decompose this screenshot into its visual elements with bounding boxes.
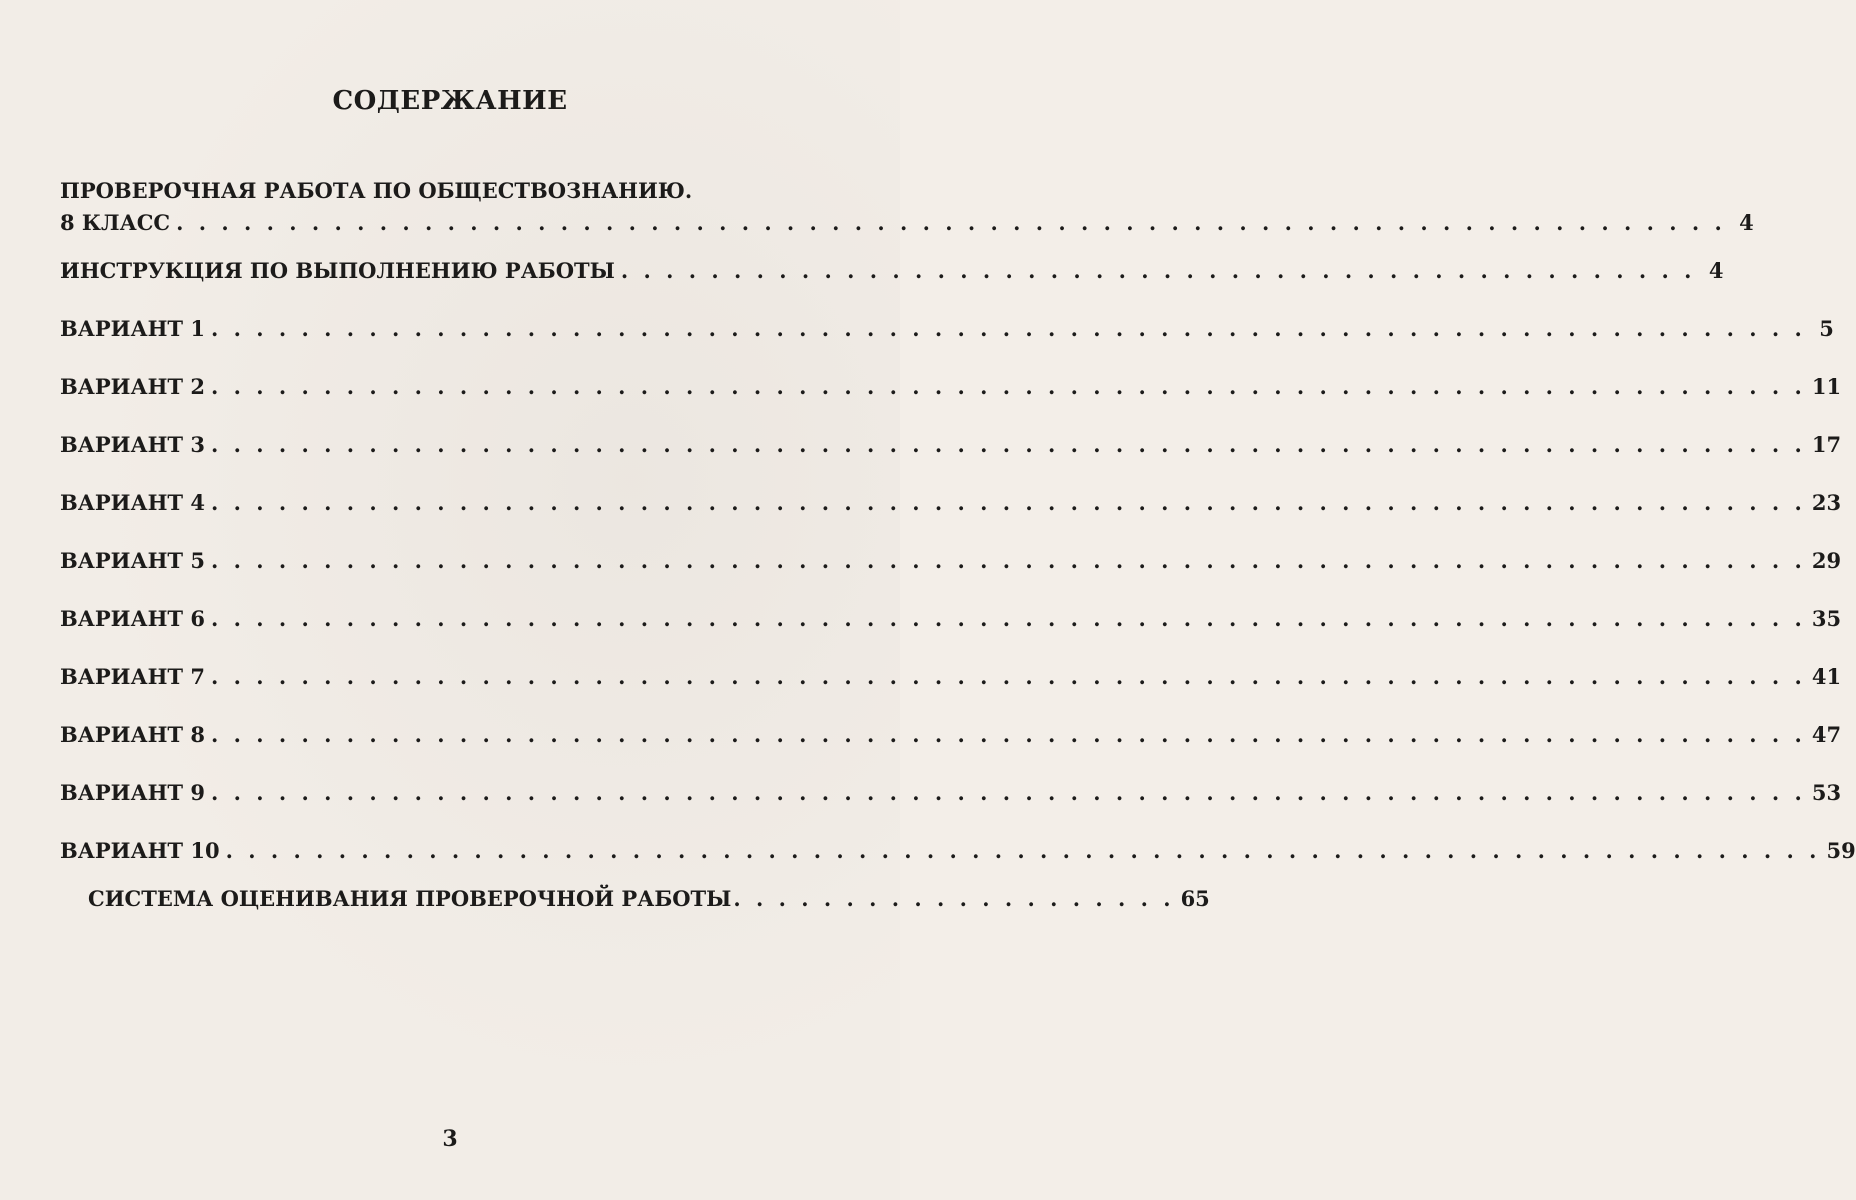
toc-entry-title: ВАРИАНТ 4: [60, 490, 205, 515]
toc-entry[interactable]: [60, 430, 1842, 460]
toc-entry-title: ВАРИАНТ 7: [60, 664, 205, 689]
toc-entry-title: ВАРИАНТ 6: [60, 606, 205, 631]
dot-leader: . . . . . . . . . . . . . . . . . . . . . . . . . . . . . . . . . . . . . . . . . . . . . . . . . . . . . . . . . . . . . . . . . . . . . . .: [210, 316, 1806, 341]
toc-entry[interactable]: [60, 372, 1842, 402]
toc-entry-page: 17: [1811, 432, 1842, 457]
toc-entry-page: 23: [1811, 490, 1842, 515]
toc-entry-page: 53: [1811, 780, 1842, 805]
toc-entry-title: СИСТЕМА ОЦЕНИВАНИЯ ПРОВЕРОЧНОЙ РАБОТЫ: [88, 886, 732, 911]
toc-entry-page: 5: [1819, 316, 1834, 341]
toc-entry[interactable]: [60, 546, 1842, 576]
toc-entry[interactable]: [60, 256, 1724, 286]
page-title: СОДЕРЖАНИЕ: [332, 86, 568, 116]
toc-entry-page: 47: [1811, 722, 1842, 747]
page-number: 3: [442, 1126, 458, 1152]
toc-entry-page: 35: [1811, 606, 1842, 631]
dot-leader: . . . . . . . . . . . . . . . . . . . . . . . . . . . . . . . . . . . . . . . . . . . . . . . . . . . . . . . . . . . . . . . . . . . . . . .: [210, 432, 1806, 457]
toc-entry-page: 41: [1811, 664, 1842, 689]
toc-entry-title: ВАРИАНТ 9: [60, 780, 205, 805]
toc-entry-title: 8 КЛАСС: [60, 210, 171, 235]
toc-entry[interactable]: [60, 176, 1754, 238]
dot-leader: . . . . . . . . . . . . . . . . . . . . . . . . . . . . . . . . . . . . . . . . . . . . . . . . . . . . . . . . . . . . . . . . . . . . . . .: [210, 664, 1806, 689]
toc-entry[interactable]: [60, 836, 1856, 866]
dot-leader: . . . . . . . . . . . . . . . . . . . . . . . . . . . . . . . . . . . . . . . . . . . . . . . . . . . . . . . . . . . . . . . . . . . . .: [176, 210, 1726, 235]
dot-leader: . . . . . . . . . . . . . . . . . . . . . . . . . . . . . . . . . . . . . . . . . . . . . . . . . . . . . . . . . . . . . . . . . . . . . . .: [210, 374, 1806, 399]
dot-leader: . . . . . . . . . . . . . . . . . . . . . . . . . . . . . . . . . . . . . . . . . . . . . . . . . . . . . . . . . . . . . . . . . . . . . . .: [210, 606, 1806, 631]
toc-entry-title: ВАРИАНТ 5: [60, 548, 205, 573]
toc-entry-title-line1: ПРОВЕРОЧНАЯ РАБОТА ПО ОБЩЕСТВОЗНАНИЮ.: [60, 178, 693, 203]
dot-leader: . . . . . . . . . . . . . . . . . . . . . . . . . . . . . . . . . . . . . . . . . . . . . . . . . . . . . . . . . . . . . . . . . . . . . . .: [210, 722, 1806, 747]
toc-entry-title: ВАРИАНТ 1: [60, 316, 205, 341]
toc-entry-page: 59: [1826, 838, 1856, 863]
toc-entry-page: 29: [1811, 548, 1842, 573]
toc-entry[interactable]: [60, 778, 1842, 808]
dot-leader: . . . . . . . . . . . . . . . . . . . . . . . . . . . . . . . . . . . . . . . . . . . . . . . . . . . . . . . . . . . . . . . . . . . . . . .: [210, 490, 1806, 515]
toc-entry-title: ВАРИАНТ 2: [60, 374, 205, 399]
toc-entry-page: 4: [1739, 210, 1754, 235]
dot-leader: . . . . . . . . . . . . . . . . . . . .: [733, 886, 1175, 911]
toc-entry[interactable]: [88, 884, 1210, 914]
toc-entry[interactable]: [60, 314, 1834, 344]
toc-entry[interactable]: [60, 720, 1842, 750]
toc-entry[interactable]: [60, 604, 1842, 634]
toc-entry-title: ВАРИАНТ 8: [60, 722, 205, 747]
toc-entry[interactable]: [60, 488, 1842, 518]
dot-leader: . . . . . . . . . . . . . . . . . . . . . . . . . . . . . . . . . . . . . . . . . . . . . . . . . . . . . . . . . . . . . . . . . . . . . . .: [210, 780, 1806, 805]
toc-entry-title: ВАРИАНТ 10: [60, 838, 220, 863]
dot-leader: . . . . . . . . . . . . . . . . . . . . . . . . . . . . . . . . . . . . . . . . . . . . . . . . . . . . . . . . . . . . . . . . . . . . . . .: [210, 548, 1806, 573]
toc-entry-page: 4: [1708, 258, 1724, 283]
toc-entry[interactable]: [60, 662, 1842, 692]
toc-entry-title: ИНСТРУКЦИЯ ПО ВЫПОЛНЕНИЮ РАБОТЫ: [60, 258, 615, 283]
toc-entry-title: ВАРИАНТ 3: [60, 432, 205, 457]
toc-entry-page: 65: [1180, 886, 1210, 911]
dot-leader: . . . . . . . . . . . . . . . . . . . . . . . . . . . . . . . . . . . . . . . . . . . . . . . .: [620, 258, 1696, 283]
toc-entry-page: 11: [1811, 374, 1842, 399]
dot-leader: . . . . . . . . . . . . . . . . . . . . . . . . . . . . . . . . . . . . . . . . . . . . . . . . . . . . . . . . . . . . . . . . . . . . . . .: [225, 838, 1821, 863]
